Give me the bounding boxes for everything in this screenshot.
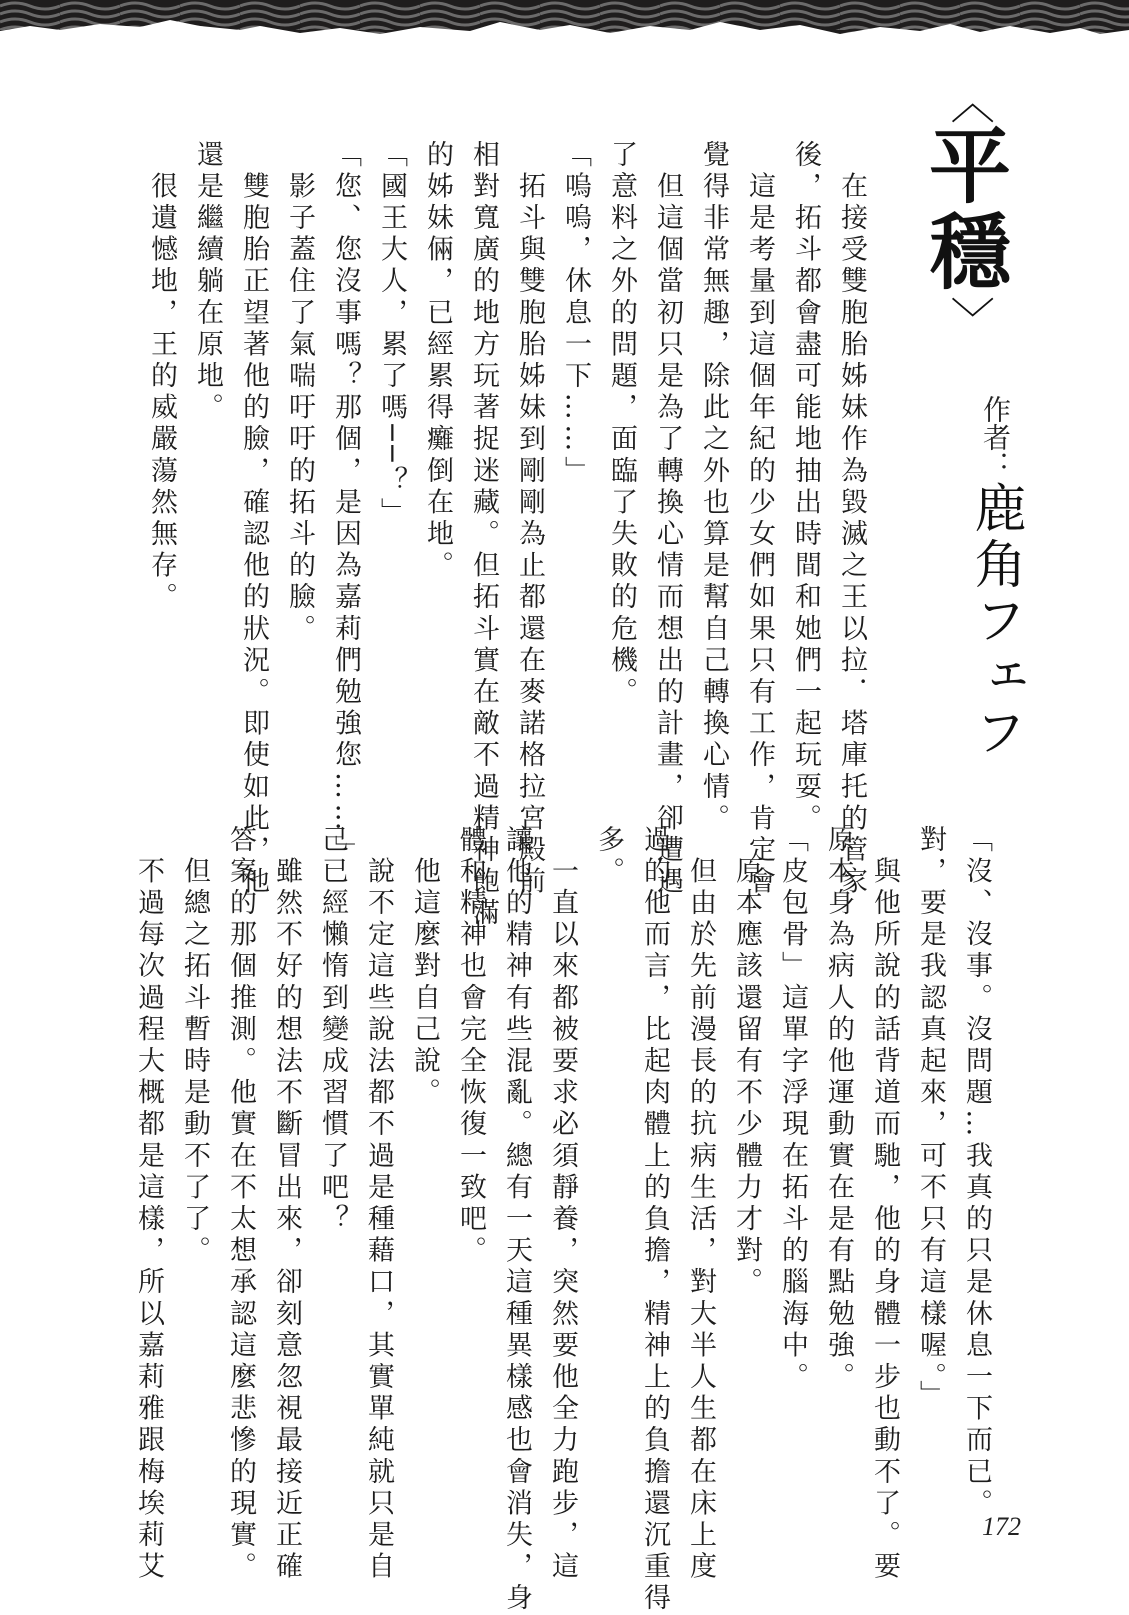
text-column: 他這麼對自己說。	[409, 825, 440, 1110]
text-column: 雖然不好的想法不斷冒出來，卻刻意忽視最接近正確	[271, 825, 302, 1584]
text-column: 多。	[593, 825, 624, 889]
text-column: 「您、您沒事嗎？那個，是因為嘉莉們勉強您……」	[330, 140, 361, 867]
chapter-title	[920, 80, 1020, 340]
author-name: 鹿角フェフ	[965, 481, 1025, 761]
text-column: 了意料之外的問題，面臨了失敗的危機。	[606, 140, 637, 709]
text-column: 的姊妹倆，已經累得癱倒在地。	[422, 140, 453, 583]
text-column: 影子蓋住了氣喘吁吁的拓斗的臉。	[284, 140, 315, 646]
text-column: 體和精神也會完全恢復一致吧。	[455, 825, 486, 1268]
text-column: 這是考量到這個年紀的少女們如果只有工作，肯定會	[744, 140, 775, 899]
text-column: 己已經懶惰到變成習慣了吧？	[317, 825, 348, 1236]
text-column: 不過每次過程大概都是這樣，所以嘉莉雅跟梅埃莉艾	[133, 825, 164, 1584]
text-column: 很遺憾地，王的威嚴蕩然無存。	[146, 140, 177, 614]
title-char-2: 穩	[928, 205, 1011, 301]
author-credit	[955, 395, 1035, 775]
text-column: 覺得非常無趣，除此之外也算是幫自己轉換心情。	[698, 140, 729, 836]
title-bracket-open: 〈	[945, 80, 996, 124]
text-column: 「皮包骨」這單字浮現在拓斗的腦海中。	[777, 825, 808, 1394]
text-column: 相對寬廣的地方玩著捉迷藏。但拓斗實在敵不過精神飽滿	[468, 140, 499, 930]
text-column: 雙胞胎正望著他的臉，確認他的狀況。即使如此，他	[238, 140, 269, 899]
text-column: 原本身為病人的他運動實在是有點勉強。	[823, 825, 854, 1394]
text-column: 過的他而言，比起肉體上的負擔，精神上的負擔還沉重得	[639, 825, 670, 1615]
text-column: 「沒、沒事。沒問題…我真的只是休息一下而已。	[961, 825, 992, 1521]
torn-fingerprint-header	[0, 0, 1129, 40]
text-column: 與他所說的話背道而馳，他的身體一步也動不了。要	[869, 825, 900, 1584]
text-column: 「嗚嗚，休息一下……」	[560, 140, 591, 488]
text-column: 但由於先前漫長的抗病生活，對大半人生都在床上度	[685, 825, 716, 1584]
text-column: 拓斗與雙胞胎姊妹到剛剛為止都還在麥諾格拉宮殿前	[514, 140, 545, 899]
page-number: 172	[982, 1512, 1021, 1541]
lower-text-tier	[125, 825, 999, 1615]
text-column: 答案的那個推測。他實在不太想承認這麼悲慘的現實。	[225, 825, 256, 1584]
text-column: 但這個當初只是為了轉換心情而想出的計畫，卻遭遇	[652, 140, 683, 899]
upper-text-tier	[138, 140, 874, 930]
text-column: 對，要是我認真起來，可不只有這樣喔。」	[915, 825, 946, 1412]
text-column: 「國王大人，累了嗎──？」	[376, 140, 407, 530]
text-column: 一直以來都被要求必須靜養，突然要他全力跑步，這	[547, 825, 578, 1584]
text-column: 後，拓斗都會盡可能地抽出時間和她們一起玩耍。	[790, 140, 821, 836]
text-column: 在接受雙胞胎姊妹作為毀滅之王以拉．塔庫托的管家	[836, 140, 867, 899]
text-column: 但總之拓斗暫時是動不了了。	[179, 825, 210, 1268]
text-column: 說不定這些說法都不過是種藉口，其實單純就只是自	[363, 825, 394, 1584]
author-label: 作者：	[979, 395, 1012, 479]
text-column: 原本應該還留有不少體力才對。	[731, 825, 762, 1299]
text-column: 讓他的精神有些混亂。總有一天這種異樣感也會消失，身	[501, 825, 532, 1615]
text-column: 還是繼續躺在原地。	[192, 140, 223, 425]
title-char-1: 平	[928, 119, 1011, 215]
title-bracket-close: 〉	[945, 296, 996, 340]
